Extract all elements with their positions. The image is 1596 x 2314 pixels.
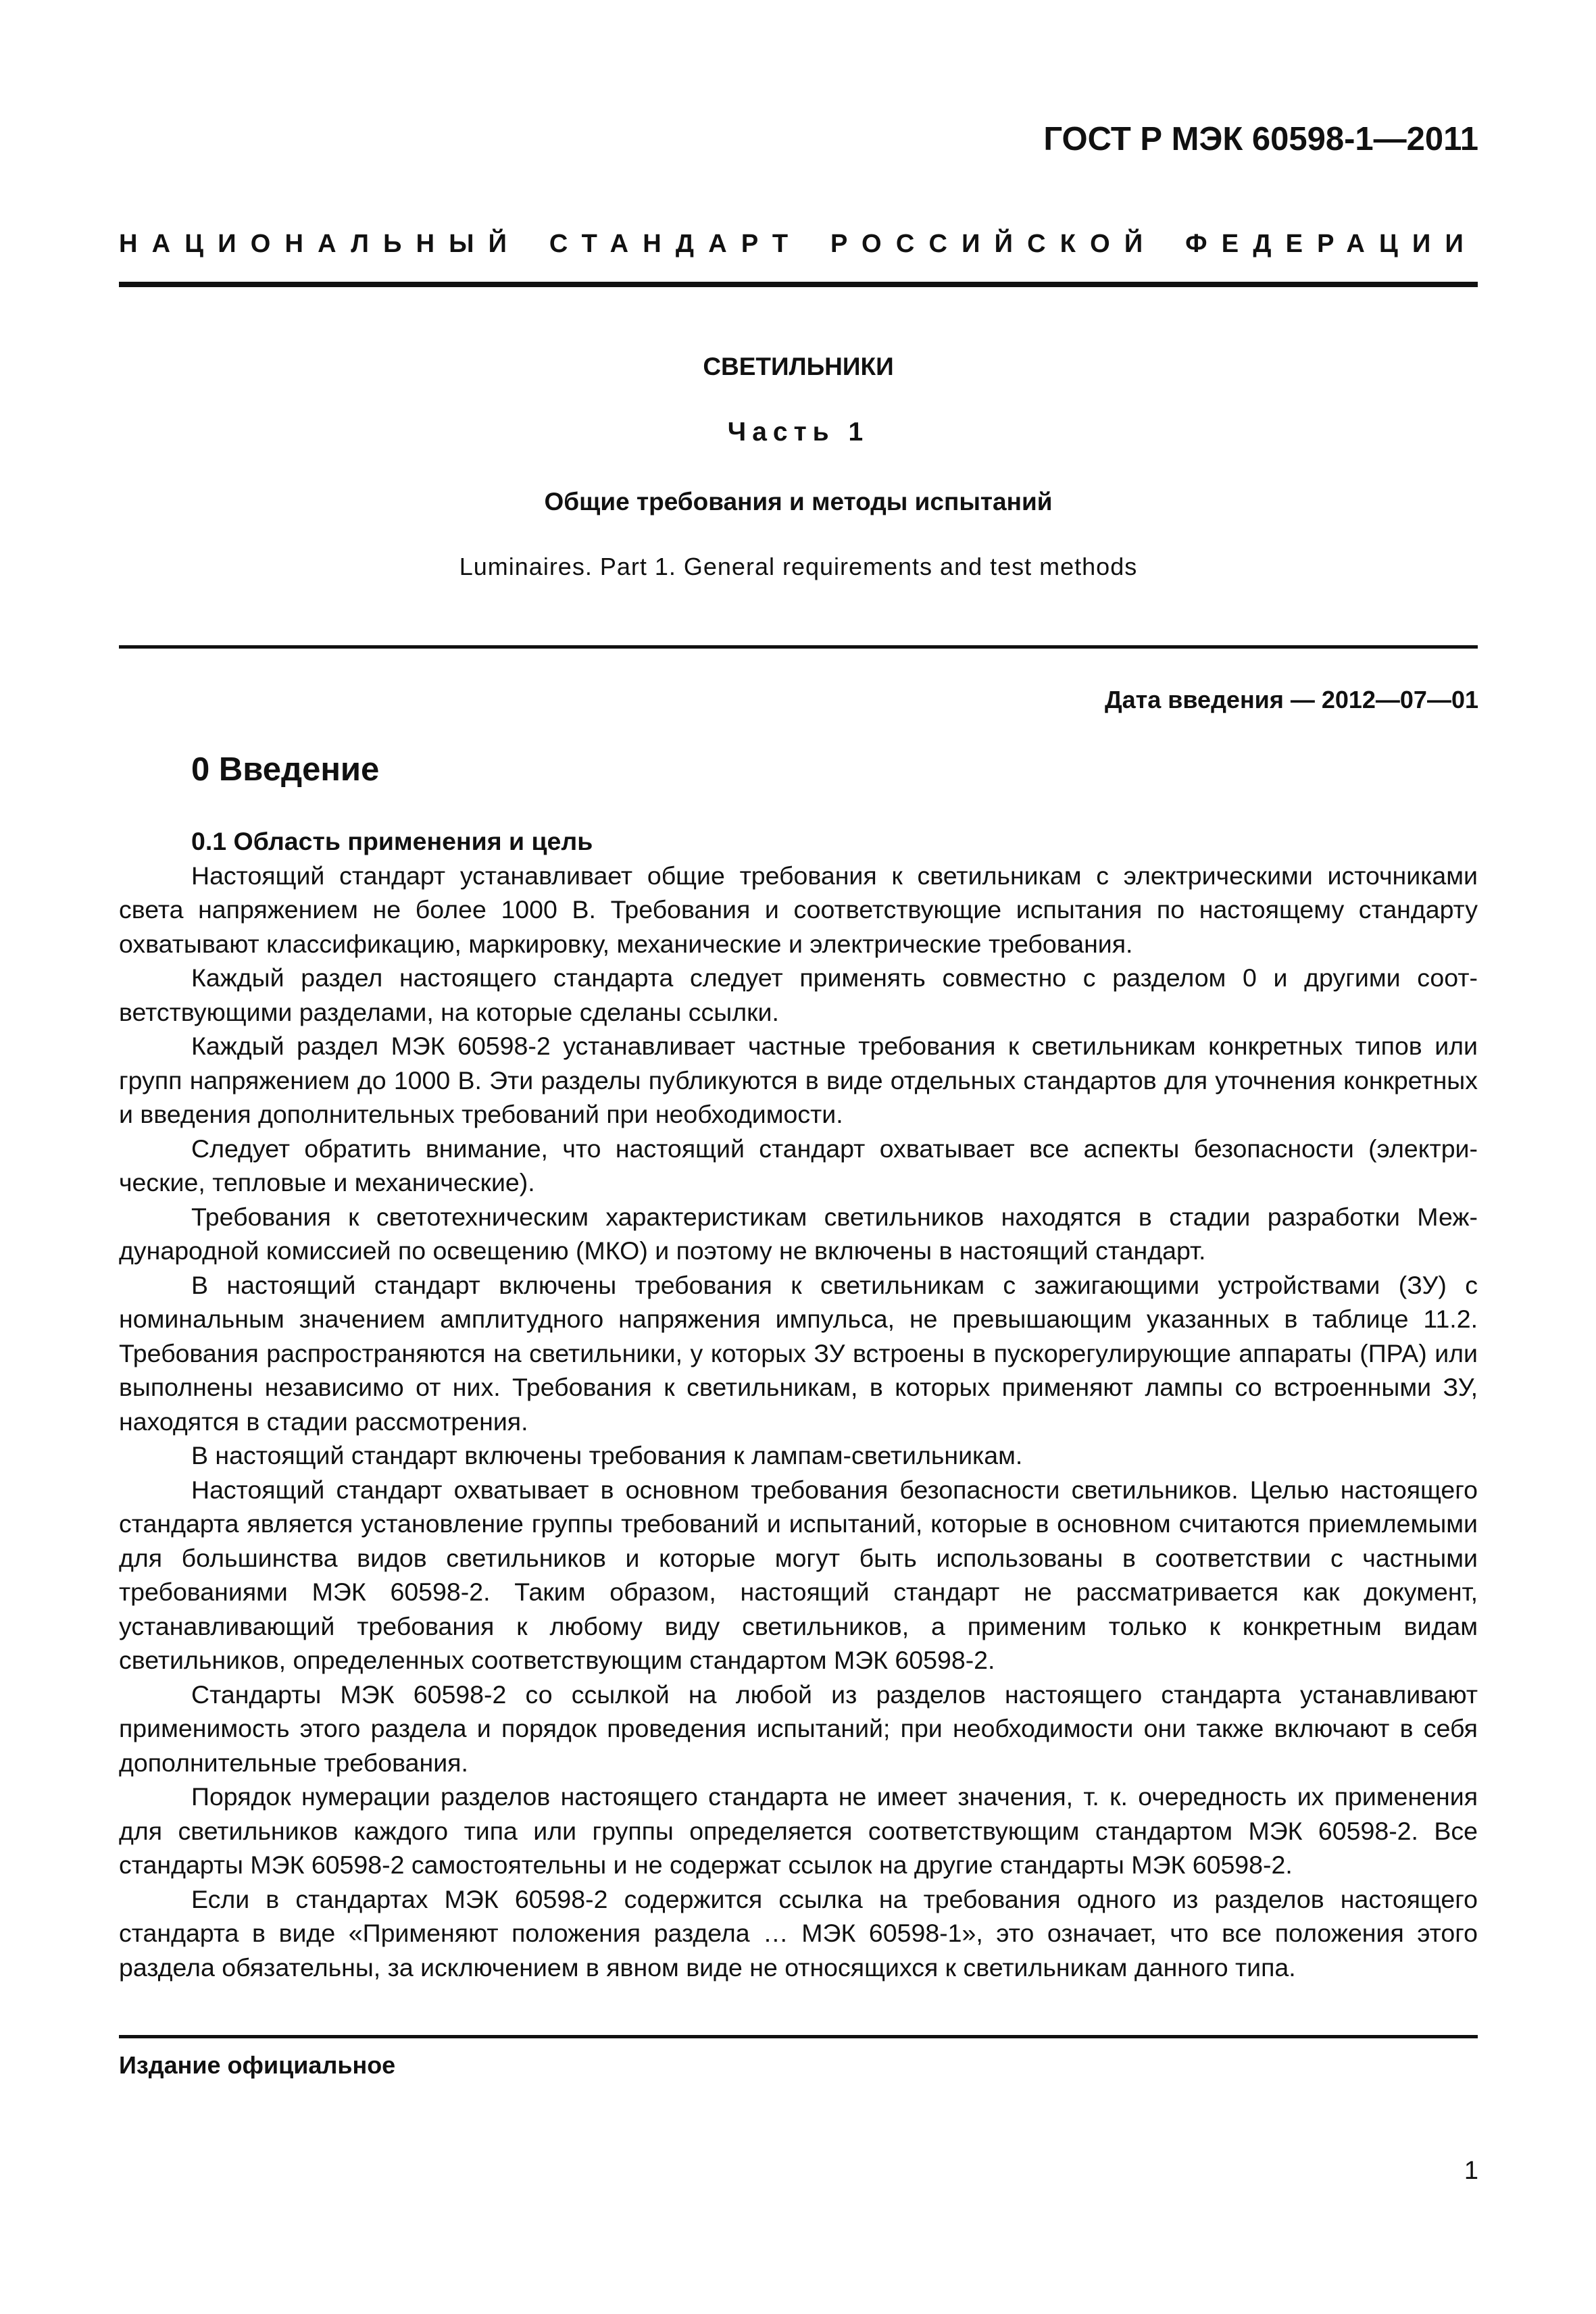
body-paragraph: Настоящий стандарт устанавливает общие требования к светильникам с электрическими источниками света напряжением не более 1000 В. Требования и соответствующие испытания по настоящему стандарту охватывают классификацию, маркировку, механические и электрические требования. <box>119 861 1478 958</box>
official-edition-label: Издание официальное <box>119 2051 396 2079</box>
body-paragraph: Каждый раздел МЭК 60598-2 устанавливает частные требования к светильникам конкретных типов или групп напряжением до 1000 В. Эти разделы публикуются в виде отдельных стандартов для уточнения конкретных и введения дополнительных требований при необходимости. <box>119 1032 1478 1128</box>
document-title: СВЕТИЛЬНИКИ <box>703 353 894 380</box>
body-paragraph: Каждый раздел настоящего стандарта следует применять совместно с разделом 0 и другими соответствующими разделами, на которые сделаны ссылки. <box>119 963 1478 1026</box>
body-paragraph: Следует обратить внимание, что настоящий стандарт охватывает все аспекты безопасности (электрические, тепловые и механические). <box>119 1134 1478 1197</box>
title-divider <box>119 645 1478 649</box>
body-paragraph: Порядок нумерации разделов настоящего стандарта не имеет значения, т. к. очередность их применения для светильников каждого типа или группы определяется соответствующим стандартом МЭК 60598-2. Все стандарты МЭК 60598-2 самостоятельны и не содержат ссылок на другие стандарты МЭК 60598-2. <box>119 1782 1478 1879</box>
top-divider <box>119 282 1478 287</box>
body-paragraph: Стандарты МЭК 60598-2 со ссылкой на любой из разделов настоящего стандарта устанавливают применимость этого раздела и порядок проведения испытаний; при необходимости они также включают в себя дополнительные требования. <box>119 1680 1478 1777</box>
national-standard-banner: НАЦИОНАЛЬНЫЙ СТАНДАРТ РОССИЙСКОЙ ФЕДЕРАЦИИ <box>119 230 1478 258</box>
page-number: 1 <box>1464 2157 1478 2185</box>
body-paragraph: Если в стандартах МЭК 60598-2 содержится ссылка на требования одного из разделов настоящего стандарта в виде «Применяют положения раздела … МЭК 60598-1», это означает, что все положения этого раздела обязательны, за исключением в явном виде не относящихся к светильникам данного типа. <box>119 1884 1478 1982</box>
subsection-heading: 0.1 Область применения и цель <box>191 827 593 855</box>
footer-divider <box>119 2035 1478 2038</box>
document-english-title: Luminaires. Part 1. General requirements and test methods <box>459 553 1138 580</box>
body-paragraph: В настоящий стандарт включены требования к лампам-светильникам. <box>191 1441 1023 1469</box>
document-code: ГОСТ Р МЭК 60598-1—2011 <box>1043 121 1478 157</box>
body-paragraph: В настоящий стандарт включены требования к светильникам с зажигающими устройствами (ЗУ) с номинальным значением амплитудного напряжения импульса, не превышающим указанных в таблице 11.2. Требования распространяются на светильники, у которых ЗУ встроены в пускорегулирующие аппараты (ПРА) или выполнены независимо от них. Требования к светильникам, в которых применяют лампы со встроенными ЗУ, находятся в стадии рассмотрения. <box>119 1270 1478 1436</box>
effective-date: Дата введения — 2012—07—01 <box>1104 686 1478 713</box>
body-paragraph: Настоящий стандарт охватывает в основном требования безопасности светильников. Целью настоящего стандарта является установление группы требований и испытаний, которые в основном считаются приемлемыми для большинства видов светильников и которые могут быть использованы в соответствии с частными требованиями МЭК 60598-2. Таким образом, настоящий стандарт не рассматривается как документ, устанавливающий требования к любому виду светильников, а применим только к конкретным видам светильников, определенных соответствующим стандартом МЭК 60598-2. <box>119 1475 1478 1674</box>
body-paragraph: Требования к светотехническим характеристикам светильников находятся в стадии разработки Международной комиссией по освещению (МКО) и поэтому не включены в настоящий стандарт. <box>119 1202 1478 1265</box>
section-heading: 0 Введение <box>191 751 380 788</box>
document-subtitle: Общие требования и методы испытаний <box>544 488 1053 515</box>
section-body <box>119 824 1478 1984</box>
document-part: Часть 1 <box>727 418 870 447</box>
